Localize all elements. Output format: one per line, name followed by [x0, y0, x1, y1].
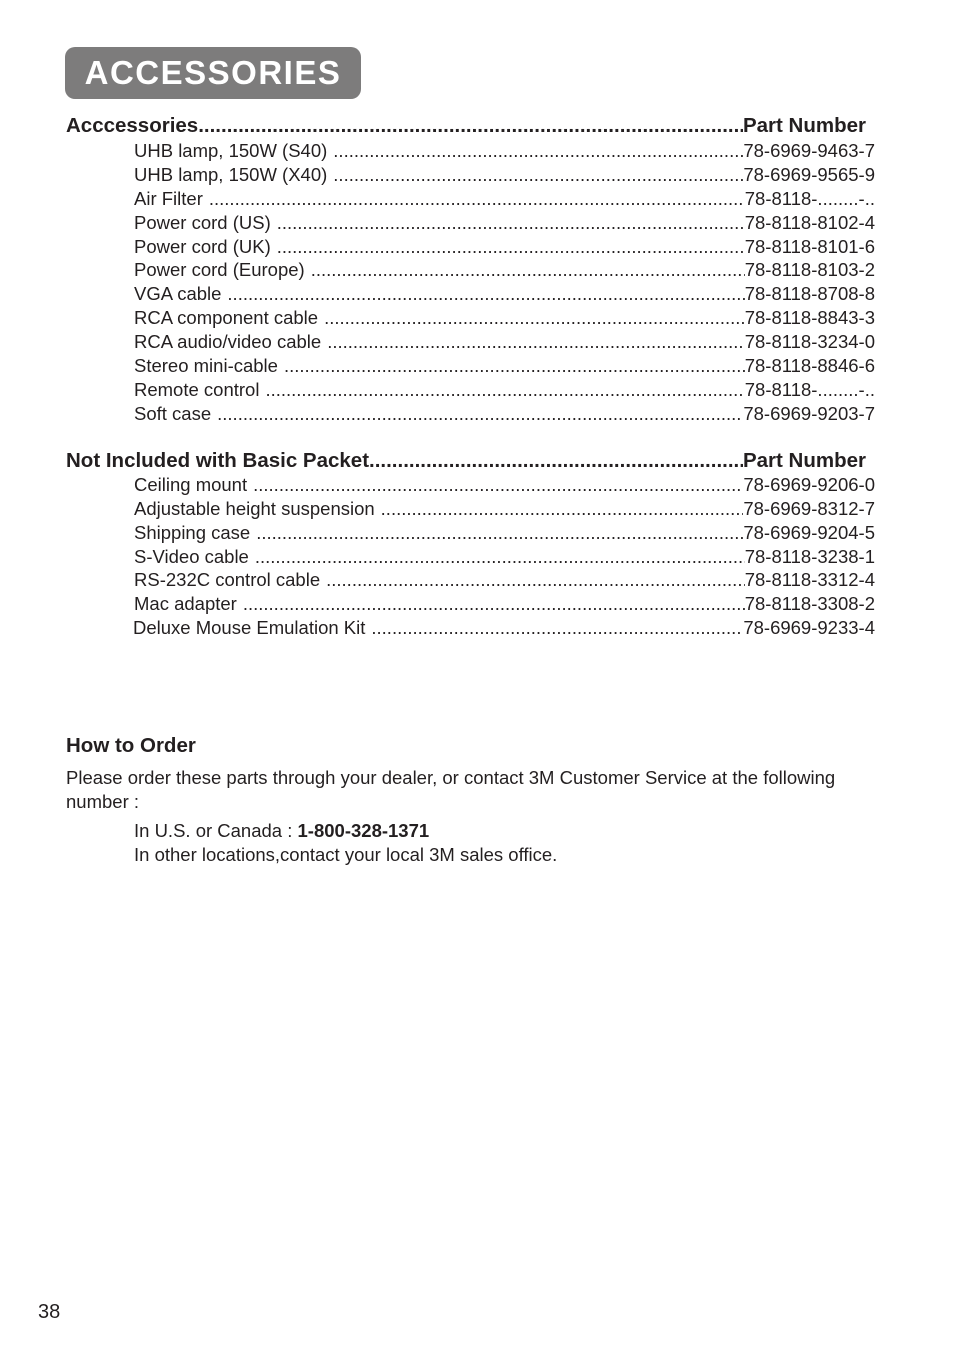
list-item — [134, 473, 875, 496]
item-name: Remote control — [134, 379, 260, 400]
not-included-header — [66, 447, 866, 473]
item-name: Adjustable height suspension — [134, 498, 375, 519]
item-name: Mac adapter — [134, 593, 237, 614]
dot-leader — [326, 569, 745, 591]
part-number: 78-8118-........-.. — [744, 379, 875, 400]
item-name: Power cord (Europe) — [134, 259, 305, 280]
part-number: 78-6969-9463-7 — [743, 140, 875, 161]
dot-leader — [209, 188, 745, 210]
part-number: 78-8118-3312-4 — [744, 569, 875, 590]
dot-leader — [371, 617, 743, 639]
list-item — [133, 616, 875, 639]
part-number: 78-8118-8846-6 — [744, 355, 875, 376]
item-name: UHB lamp, 150W (X40) — [134, 164, 328, 185]
dot-leader — [227, 283, 744, 305]
how-to-order-text: Please order these parts through your dealer, or contact 3M Customer Service at the following number : — [66, 767, 836, 812]
part-number: 78-8118-........-.. — [744, 188, 875, 209]
list-item — [134, 211, 875, 234]
dot-leader — [243, 593, 745, 615]
part-number: 78-6969-9203-7 — [743, 403, 875, 424]
list-item — [134, 402, 875, 425]
dot-leader — [277, 212, 745, 234]
list-item — [134, 187, 875, 210]
part-number-header: Part Number — [742, 449, 866, 472]
dot-leader — [217, 403, 743, 425]
list-item — [134, 163, 875, 186]
part-number: 78-8118-3308-2 — [744, 593, 875, 614]
part-number-header: Part Number — [742, 114, 866, 137]
dot-leader — [381, 498, 744, 520]
list-item — [134, 497, 875, 520]
dot-leader — [255, 546, 745, 568]
part-number: 78-8118-8103-2 — [744, 259, 875, 280]
dot-leader — [284, 355, 745, 377]
list-item — [134, 592, 875, 615]
item-name: UHB lamp, 150W (S40) — [134, 140, 328, 161]
page-number: 38 — [38, 1301, 61, 1323]
list-item — [134, 282, 875, 305]
list-item — [134, 354, 875, 377]
dot-leader — [369, 449, 743, 473]
list-item — [134, 545, 875, 568]
accessories-header — [66, 112, 866, 138]
other-locations-line: In other locations,contact your local 3M sales office. — [134, 844, 558, 865]
list-item — [134, 568, 875, 591]
section-title-banner — [65, 47, 361, 99]
list-item — [134, 258, 875, 281]
part-number: 78-6969-9204-5 — [743, 522, 875, 543]
item-name: RS-232C control cable — [134, 569, 321, 590]
part-number: 78-8118-8102-4 — [744, 212, 875, 233]
not-included-header-label: Not Included with Basic Packet — [66, 449, 370, 472]
list-item — [134, 306, 875, 329]
list-item — [134, 521, 875, 544]
dot-leader — [256, 522, 743, 544]
dot-leader — [198, 114, 743, 138]
list-item — [134, 378, 875, 401]
page-title: ACCESSORIES — [84, 54, 342, 91]
us-phone-number: 1-800-328-1371 — [297, 820, 430, 841]
part-number: 78-8118-8101-6 — [744, 236, 875, 257]
dot-leader — [324, 307, 745, 329]
list-item — [134, 139, 875, 162]
part-number: 78-6969-8312-7 — [743, 498, 875, 519]
dot-leader — [277, 236, 745, 258]
dot-leader — [253, 474, 743, 496]
item-name: Power cord (UK) — [134, 236, 271, 257]
dot-leader — [333, 164, 743, 186]
item-name: S-Video cable — [134, 546, 249, 567]
dot-leader — [333, 140, 743, 162]
item-name: Power cord (US) — [134, 212, 271, 233]
part-number: 78-6969-9233-4 — [743, 617, 875, 638]
dot-leader — [327, 331, 745, 353]
part-number: 78-8118-8708-8 — [744, 283, 875, 304]
item-name: Ceiling mount — [134, 474, 248, 495]
dot-leader — [265, 379, 744, 401]
dot-leader — [311, 259, 745, 281]
part-number: 78-6969-9565-9 — [743, 164, 875, 185]
part-number: 78-6969-9206-0 — [743, 474, 875, 495]
item-name: RCA audio/video cable — [134, 331, 322, 352]
item-name: Shipping case — [134, 522, 251, 543]
part-number: 78-8118-8843-3 — [744, 307, 875, 328]
part-number: 78-8118-3238-1 — [744, 546, 875, 567]
item-name: Deluxe Mouse Emulation Kit — [133, 617, 366, 638]
us-contact-line — [134, 820, 429, 842]
item-name: Stereo mini-cable — [134, 355, 278, 376]
accessories-header-label: Acccessories — [66, 114, 199, 137]
us-contact-label: In U.S. or Canada : — [134, 820, 298, 841]
list-item — [134, 235, 875, 258]
item-name: VGA cable — [134, 283, 222, 304]
item-name: Soft case — [134, 403, 212, 424]
part-number: 78-8118-3234-0 — [744, 331, 875, 352]
item-name: Air Filter — [134, 188, 203, 209]
how-to-order-heading: How to Order — [66, 734, 196, 757]
list-item — [134, 330, 875, 353]
item-name: RCA component cable — [134, 307, 319, 328]
